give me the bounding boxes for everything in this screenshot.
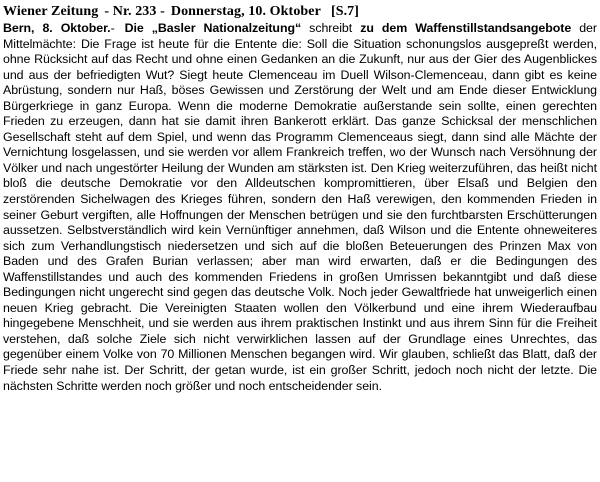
article-topic: zu dem Waffenstillstandsangebote bbox=[360, 21, 572, 35]
article-text bbox=[3, 21, 597, 394]
lead-verb: schreibt bbox=[301, 21, 361, 35]
newspaper-page bbox=[3, 3, 597, 394]
issue-date: Donnerstag, 10. Oktober bbox=[170, 4, 321, 19]
newspaper-title: Wiener Zeitung bbox=[3, 4, 99, 19]
source-name: Die „Basler Nationalzeitung“ bbox=[124, 21, 302, 35]
masthead bbox=[3, 3, 597, 20]
article-body: der Mittelmächte: Die Frage ist heute für die Entente die: Soll die Situation schonungslos ausgepreßt werden, ohne Rücksicht auf das Recht und ohne einen Gedanken an die Zukunft, nur aus der Gier des Augenblickes und aus der befriedigten Wut? Siegt heute Clemenceau im Duell Wilson-Clemenceau, dann gibt es keine Abrüstung, sondern nur Haß, böses Gewissen und Zerstörung der Welt und am Ende dieser Entwicklung Bürgerkriege in ganz Europa. Wenn die moderne Demokratie außerstande sein sollte, einen gerechten Frieden zu erzeugen, dann hat sie damit ihren Bankerott erklärt. Das ganze Schicksal der menschlichen Gesellschaft steht auf dem Spiel, und wenn das Programm Clemenceaus siegt, dann sind alle Mächte der Vernichtung losgelassen, und sie werden vor allem Frankreich treffen, wo der Wunsch nach Versöhnung der Völker und nach ungestörter Heilung der Wunden am stärksten ist. Den Krieg weiterzuführen, das heißt nicht bloß die deutsche Demokratie vor den Alldeutschen kompromittieren, über Elsaß und Belgien den zerstörenden Sichelwagen des Krieges führen, sondern den Haß verewigen, den kommenden Frieden in seiner Geburt vergiften, alle Hoffnungen der Menschen betrügen und sie den furchtbarsten Erschütterungen aussetzen. Selbstverständlich wird kein Vernünftiger annehmen, daß Wilson und die Entente ohneweiteres sich zum Verhandlungstisch niedersetzen und sich auf die bloßen Beteuerungen des Prinzen Max von Baden und des Grafen Burian verlassen; aber man wird erwarten, daß er die Bedingungen des Waffenstillstandes und auch des kommenden Friedens in großen Umrissen bekanntgibt und daß diese Bedingungen nicht ungerecht sind gegen das deutsche Volk. Noch jeder Gewaltfriede hat unweigerlich einen neuen Krieg gebracht. Die Vereinigten Staaten wollen den Völkerbund und eine ihrem Wiederaufbau hingegebene Menschheit, und sie werden aus ihrem praktischen Instinkt und aus ihrem Sinn für die Freiheit verstehen, daß solche Ziele sich nicht verwirklichen lassen auf der Grundlage eines Unrechtes, das gegenüber einem Volke von 70 Millionen Menschen begangen wird. Wir glauben, schließt das Blatt, daß der Friede sehr nahe ist. Der Schritt, der getan wurde, ist ein großer Schritt, jedoch noch nicht der letzte. Die nächsten Schritte werden noch größer und noch entscheidender sein. bbox=[3, 21, 597, 393]
issue-number: - Nr. 233 - bbox=[104, 4, 165, 19]
page-number: [S.7] bbox=[330, 4, 360, 19]
dateline-dash: - bbox=[110, 21, 115, 35]
dateline: Bern, 8. Oktober. bbox=[3, 21, 111, 35]
